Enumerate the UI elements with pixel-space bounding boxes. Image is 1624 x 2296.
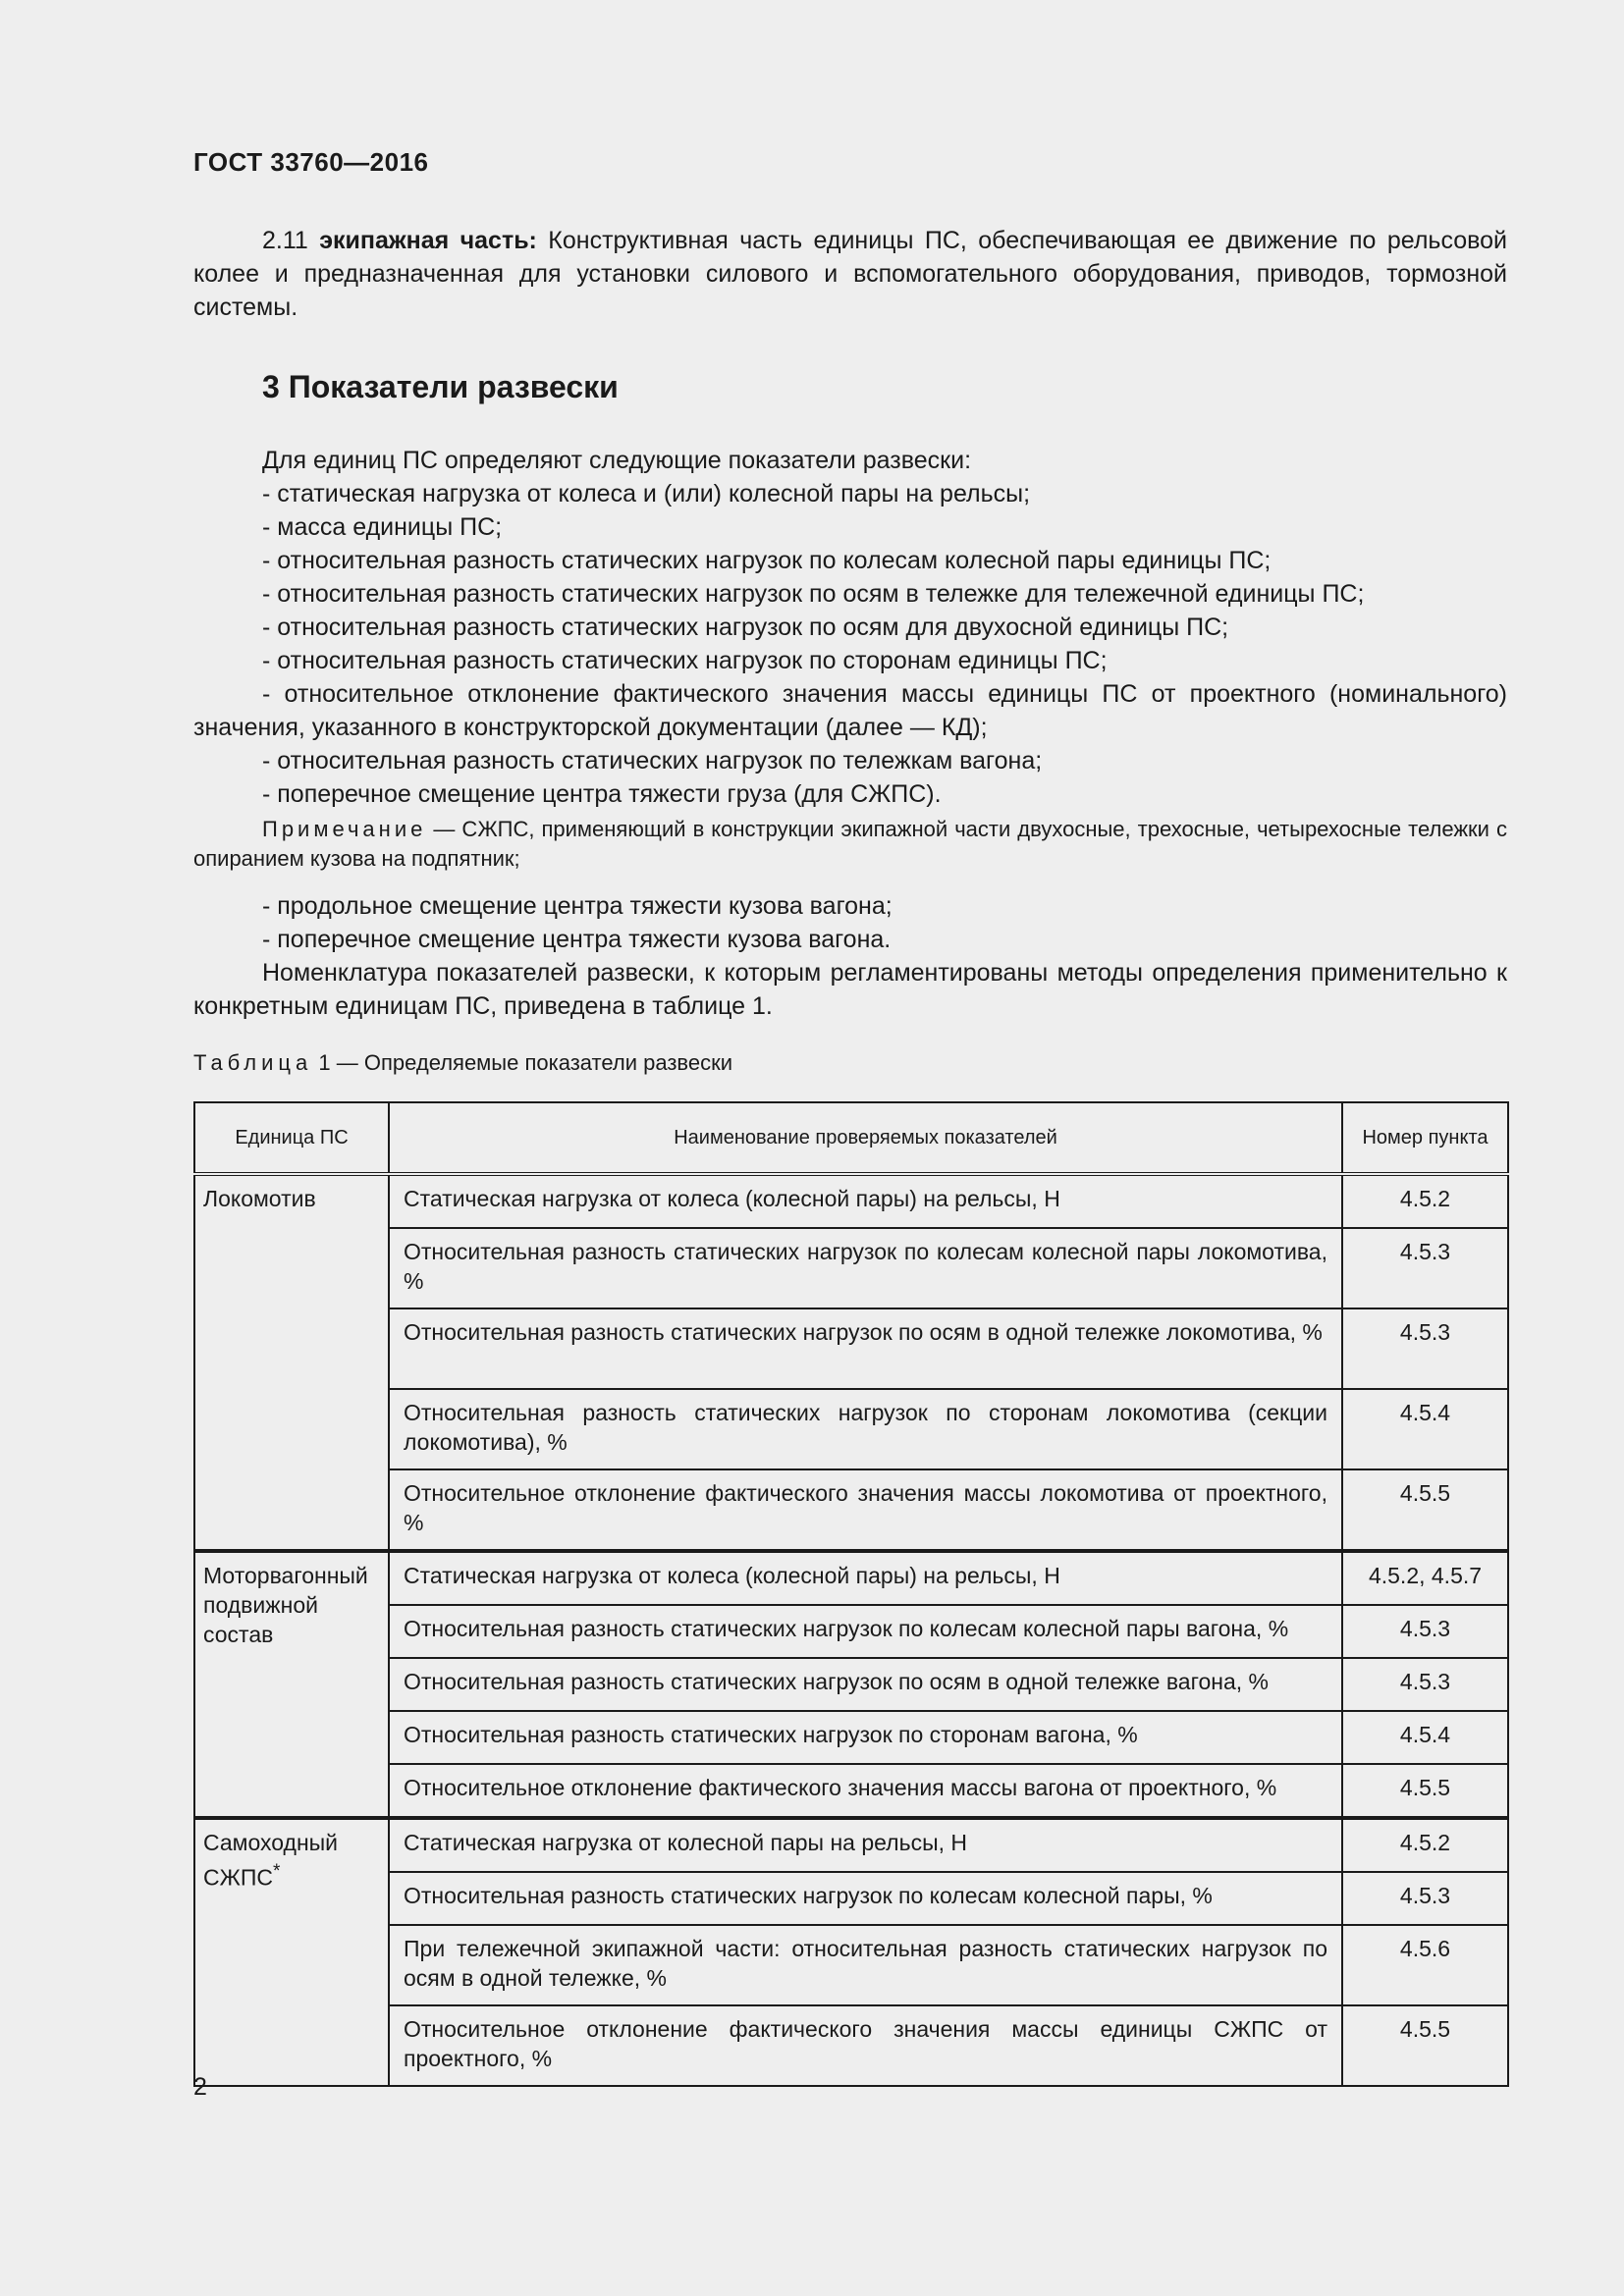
table-row (194, 1925, 1508, 2005)
indicator-name: Относительная разность статических нагрузок по сторонам локомотива (секции локомотива), % (389, 1389, 1342, 1469)
list-item: - относительная разность статических нагрузок по осям в тележке для тележечной единицы ПС; (262, 580, 1365, 608)
clause-number: 4.5.3 (1342, 1308, 1508, 1389)
clause-number: 4.5.2 (1342, 1818, 1508, 1872)
indicator-name: Статическая нагрузка от колеса (колесной пары) на рельсы, Н (389, 1551, 1342, 1605)
table-row (194, 1764, 1508, 1818)
table-row (194, 1228, 1508, 1308)
indicator-name: При тележечной экипажной части: относительная разность статических нагрузок по осям в одной тележке, % (389, 1925, 1342, 2005)
unit-label: Самоходный СЖПС (203, 1830, 339, 1891)
document-header: ГОСТ 33760—2016 (193, 147, 429, 177)
table-caption-label: Таблица (193, 1050, 313, 1075)
note-paragraph (193, 815, 1507, 874)
indicator-name: Статическая нагрузка от колесной пары на рельсы, Н (389, 1818, 1342, 1872)
clause-number: 4.5.3 (1342, 1605, 1508, 1658)
clause-number: 4.5.3 (1342, 1872, 1508, 1925)
unit-cell (194, 1818, 389, 2086)
unit-cell: Локомотив (194, 1174, 389, 1551)
list-item: - относительная разность статических нагрузок по осям для двухосной единицы ПС; (262, 614, 1229, 641)
table-row (194, 1469, 1508, 1551)
indicator-name: Относительное отклонение фактического значения массы вагона от проектного, % (389, 1764, 1342, 1818)
clause-number: 4.5.3 (1342, 1658, 1508, 1711)
table-row (194, 1818, 1508, 1872)
indicators-table (193, 1101, 1509, 2087)
list-item: - статическая нагрузка от колеса и (или) колесной пары на рельсы; (262, 480, 1031, 507)
table-row (194, 1389, 1508, 1469)
indicators-list-continued (193, 889, 1507, 1023)
list-item: - поперечное смещение центра тяжести кузова вагона. (262, 926, 892, 953)
definition-paragraph (193, 224, 1507, 324)
clause-number: 4.5.4 (1342, 1389, 1508, 1469)
clause-number: 4.5.5 (1342, 2005, 1508, 2086)
table-caption (193, 1050, 732, 1076)
clause-number: 4.5.3 (1342, 1228, 1508, 1308)
list-item: - поперечное смещение центра тяжести груза (для СЖПС). (262, 780, 942, 808)
table-row (194, 1872, 1508, 1925)
table-header-row (194, 1102, 1508, 1174)
indicator-name: Относительная разность статических нагрузок по колесам колесной пары вагона, % (389, 1605, 1342, 1658)
list-item: - масса единицы ПС; (262, 513, 503, 541)
header-name: Наименование проверяемых показателей (389, 1102, 1342, 1174)
table-row (194, 2005, 1508, 2086)
indicator-name: Относительное отклонение фактического значения массы единицы СЖПС от проектного, % (389, 2005, 1342, 2086)
footnote-mark: * (273, 1861, 281, 1882)
definition-number: 2.11 (262, 227, 308, 254)
definition-term: экипажная часть: (319, 227, 537, 254)
table-caption-text: 1 — Определяемые показатели развески (312, 1050, 733, 1075)
list-intro: Для единиц ПС определяют следующие показатели развески: (262, 447, 972, 474)
table-row (194, 1551, 1508, 1605)
list-item: - относительная разность статических нагрузок по тележкам вагона; (262, 747, 1043, 774)
indicators-list (193, 444, 1507, 811)
indicator-name: Относительная разность статических нагрузок по осям в одной тележке вагона, % (389, 1658, 1342, 1711)
indicator-name: Относительная разность статических нагрузок по колесам колесной пары локомотива, % (389, 1228, 1342, 1308)
clause-number: 4.5.4 (1342, 1711, 1508, 1764)
table-row (194, 1711, 1508, 1764)
clause-number: 4.5.2 (1342, 1174, 1508, 1228)
definition-text: Конструктивная часть единицы ПС, обеспечивающая ее движение по рельсовой колее и предназначенная для установки силового и вспомогательного оборудования, приводов, тормозной системы. (193, 227, 1507, 321)
header-num: Номер пункта (1342, 1102, 1508, 1174)
header-unit: Единица ПС (194, 1102, 389, 1174)
clause-number: 4.5.6 (1342, 1925, 1508, 2005)
unit-cell: Моторвагонный подвижной состав (194, 1551, 389, 1818)
note-text: — СЖПС, применяющий в конструкции экипажной части двухосные, трехосные, четырехосные тележки с опиранием кузова на подпятник; (193, 817, 1507, 871)
list-item: - относительная разность статических нагрузок по сторонам единицы ПС; (262, 647, 1108, 674)
indicator-name: Относительное отклонение фактического значения массы локомотива от проектного, % (389, 1469, 1342, 1551)
table-row (194, 1308, 1508, 1389)
list-item: - относительная разность статических нагрузок по колесам колесной пары единицы ПС; (262, 547, 1272, 574)
section-title: 3 Показатели развески (262, 369, 619, 404)
indicator-name: Относительная разность статических нагрузок по осям в одной тележке локомотива, % (389, 1308, 1342, 1389)
indicator-name: Статическая нагрузка от колеса (колесной пары) на рельсы, Н (389, 1174, 1342, 1228)
list-item: - продольное смещение центра тяжести кузова вагона; (262, 892, 893, 920)
clause-number: 4.5.2, 4.5.7 (1342, 1551, 1508, 1605)
clause-number: 4.5.5 (1342, 1764, 1508, 1818)
page-number: 2 (193, 2073, 207, 2101)
table-row (194, 1658, 1508, 1711)
clause-number: 4.5.5 (1342, 1469, 1508, 1551)
table-row (194, 1605, 1508, 1658)
closing-paragraph: Номенклатура показателей развески, к которым регламентированы методы определения применительно к конкретным единицам ПС, приведена в таблице 1. (193, 959, 1507, 1020)
indicator-name: Относительная разность статических нагрузок по колесам колесной пары, % (389, 1872, 1342, 1925)
note-label: Примечание (262, 817, 427, 841)
list-item: - относительное отклонение фактического значения массы единицы ПС от проектного (номинального) значения, указанного в конструкторской документации (далее — КД); (193, 680, 1507, 741)
table-row (194, 1174, 1508, 1228)
indicator-name: Относительная разность статических нагрузок по сторонам вагона, % (389, 1711, 1342, 1764)
